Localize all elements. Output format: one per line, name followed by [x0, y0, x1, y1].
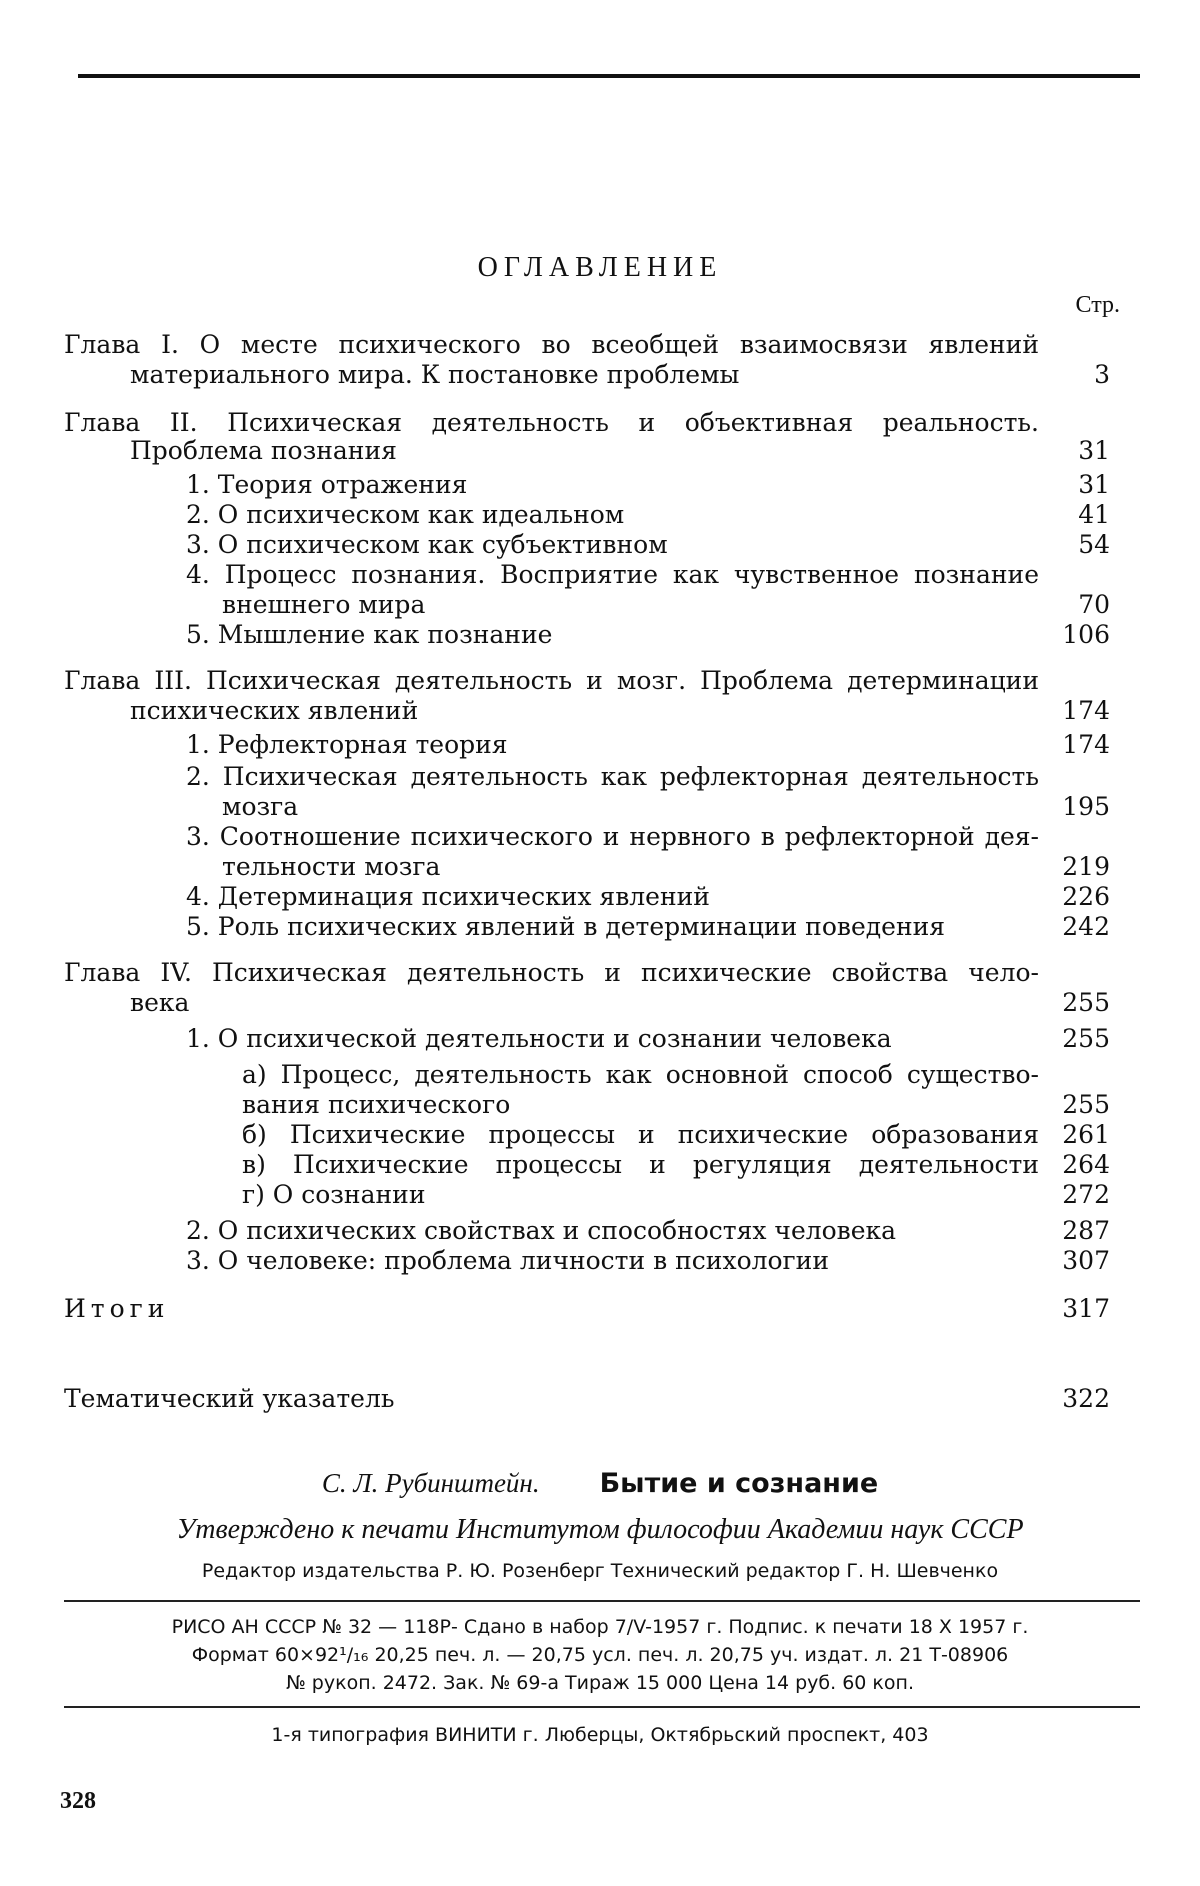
- toc-entry-text: века: [130, 988, 190, 1017]
- toc-entry-page: 255: [1062, 988, 1110, 1017]
- toc-entry: [0, 470, 1200, 500]
- toc-entry-text: Глава II. Психическая деятельность и объективная реальность.: [64, 408, 1039, 437]
- toc-entry-text: 4. Детерминация психических явлений: [186, 882, 710, 911]
- toc-entry-page: 226: [1062, 882, 1110, 911]
- toc-entry-page: 219: [1062, 852, 1110, 881]
- toc-entry: [0, 666, 1200, 696]
- toc-entry: [0, 1120, 1200, 1150]
- toc-entry-page: 272: [1062, 1180, 1110, 1209]
- toc-entry-text: 2. О психическом как идеальном: [186, 500, 625, 529]
- toc-entry: [0, 408, 1200, 438]
- toc-entry-page: 195: [1062, 792, 1110, 821]
- imprint-rule-bottom: [64, 1706, 1140, 1708]
- toc-entry: [0, 852, 1200, 882]
- toc-entry-page: 54: [1078, 530, 1110, 559]
- toc-entry-text: г) О сознании: [242, 1180, 426, 1209]
- toc-entry-page: 287: [1062, 1216, 1110, 1245]
- toc-entry-text: б) Психические процессы и психические образования: [242, 1120, 1039, 1149]
- toc-entry-text: 5. Мышление как познание: [186, 620, 553, 649]
- toc-entry-text: 1. Теория отражения: [186, 470, 468, 499]
- toc-entry-text: а) Процесс, деятельность как основной способ существо-: [242, 1060, 1039, 1089]
- imprint-line: № рукоп. 2472. Зак. № 69-а Тираж 15 000 Цена 14 руб. 60 коп.: [285, 1672, 914, 1694]
- toc-entry: [0, 330, 1200, 360]
- toc-entry: [0, 696, 1200, 726]
- toc-entry: [0, 1060, 1200, 1090]
- toc-entry-text: Глава III. Психическая деятельность и мозг. Проблема детерминации: [64, 666, 1039, 695]
- book-title: Бытие и сознание: [599, 1468, 879, 1499]
- toc-entry-text: Глава I. О месте психического во всеобщей взаимосвязи явлений: [64, 330, 1039, 359]
- toc-entry: [0, 1384, 1200, 1414]
- toc-entry-page: 264: [1062, 1150, 1110, 1179]
- toc-entry-text: 2. О психических свойствах и способностях человека: [186, 1216, 897, 1245]
- toc-entry: [0, 762, 1200, 792]
- toc-entry-page: 317: [1062, 1294, 1110, 1323]
- toc-entry-text: Тематический указатель: [64, 1384, 395, 1413]
- toc-entry-text: Проблема познания: [130, 436, 397, 465]
- page-column-label: Стр.: [1075, 292, 1120, 318]
- toc-entry: [0, 958, 1200, 988]
- toc-entry-text: 4. Процесс познания. Восприятие как чувственное познание: [186, 560, 1039, 589]
- toc-entry: [0, 1294, 1200, 1324]
- author-name: С. Л. Рубинштейн.: [321, 1468, 540, 1498]
- toc-entry-text: 3. О психическом как субъективном: [186, 530, 668, 559]
- toc-entry: [0, 360, 1200, 390]
- toc-entry-text: 1. О психической деятельности и сознании человека: [186, 1024, 892, 1053]
- toc-entry-page: 3: [1094, 360, 1110, 389]
- toc-entry: [0, 1216, 1200, 1246]
- toc-entry-text: 2. Психическая деятельность как рефлекторная деятельность: [186, 762, 1039, 791]
- toc-entry-text: психических явлений: [130, 696, 419, 725]
- toc-entry: [0, 500, 1200, 530]
- toc-entry: [0, 730, 1200, 760]
- imprint-line: Формат 60×92¹/₁₆ 20,25 печ. л. — 20,75 усл. печ. л. 20,75 уч. издат. л. 21 Т-08906: [191, 1644, 1009, 1666]
- page-number: 328: [60, 1788, 96, 1814]
- approval-line: Утверждено к печати Институтом философии Академии наук СССР: [176, 1514, 1024, 1545]
- colophon-author-line: [0, 1468, 1200, 1499]
- toc-entry-page: 174: [1062, 696, 1110, 725]
- toc-entry-page: 322: [1062, 1384, 1110, 1413]
- toc-entry-page: 307: [1062, 1246, 1110, 1275]
- toc-entry-text: мозга: [222, 792, 299, 821]
- toc-entry-text: 3. О человеке: проблема личности в психологии: [186, 1246, 829, 1275]
- toc-entry-text: 1. Рефлекторная теория: [186, 730, 508, 759]
- toc-entry-text: Глава IV. Психическая деятельность и психические свойства чело-: [64, 958, 1039, 987]
- toc-entry: [0, 912, 1200, 942]
- toc-entry: [0, 988, 1200, 1018]
- toc-entry-page: 70: [1078, 590, 1110, 619]
- toc-entry-text: внешнего мира: [222, 590, 426, 619]
- toc-entry-page: 31: [1078, 470, 1110, 499]
- toc-entry: [0, 620, 1200, 650]
- toc-entry-text: тельности мозга: [222, 852, 441, 881]
- toc-entry-text: Итоги: [64, 1294, 170, 1323]
- toc-entry: [0, 1180, 1200, 1210]
- toc-entry-page: 242: [1062, 912, 1110, 941]
- toc-entry-text: 5. Роль психических явлений в детерминации поведения: [186, 912, 946, 941]
- toc-entry-page: 174: [1062, 730, 1110, 759]
- toc-entry: [0, 1150, 1200, 1180]
- toc-entry-page: 261: [1062, 1120, 1110, 1149]
- toc-entry-page: 106: [1062, 620, 1110, 649]
- toc-entry: [0, 882, 1200, 912]
- imprint-rule-top: [64, 1600, 1140, 1602]
- toc-entry-page: 31: [1078, 436, 1110, 465]
- toc-entry-text: вания психического: [242, 1090, 511, 1119]
- toc-entry: [0, 1246, 1200, 1276]
- toc-entry-page: 41: [1078, 500, 1110, 529]
- toc-entry: [0, 560, 1200, 590]
- toc-entry: [0, 1090, 1200, 1120]
- toc-entry: [0, 1024, 1200, 1054]
- toc-entry: [0, 436, 1200, 466]
- toc-entry: [0, 792, 1200, 822]
- printer-line: 1-я типография ВИНИТИ г. Люберцы, Октябрьский проспект, 403: [271, 1724, 929, 1746]
- toc-entry-text: 3. Соотношение психического и нервного в рефлекторной дея-: [186, 822, 1039, 851]
- toc-entry-page: 255: [1062, 1090, 1110, 1119]
- toc-entry: [0, 822, 1200, 852]
- imprint-line: РИСО АН СССР № 32 — 118Р- Сдано в набор 7/V-1957 г. Подпис. к печати 18 X 1957 г.: [171, 1616, 1029, 1638]
- toc-entry: [0, 590, 1200, 620]
- toc-entry-text: в) Психические процессы и регуляция деятельности: [242, 1150, 1039, 1179]
- toc-title: ОГЛАВЛЕНИЕ: [477, 252, 723, 283]
- toc-entry: [0, 530, 1200, 560]
- editors-line: Редактор издательства Р. Ю. Розенберг Технический редактор Г. Н. Шевченко: [201, 1560, 999, 1582]
- toc-entry-text: материального мира. К постановке проблемы: [130, 360, 740, 389]
- toc-entry-page: 255: [1062, 1024, 1110, 1053]
